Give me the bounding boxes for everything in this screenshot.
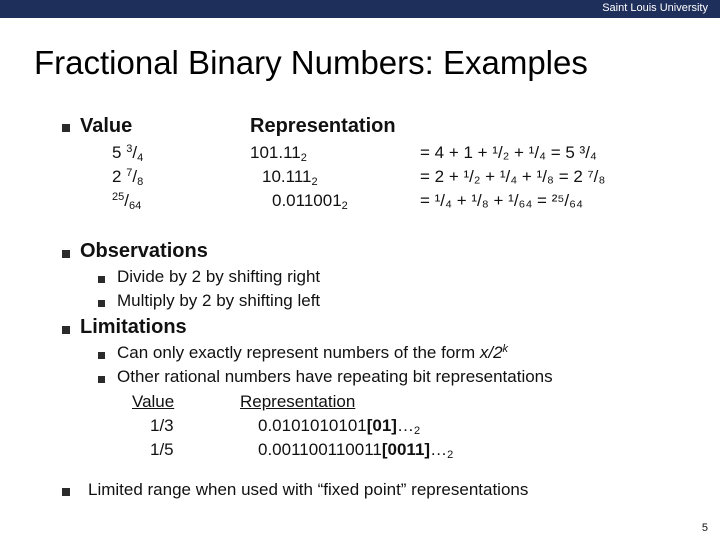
observations-heading: Observations: [80, 240, 208, 262]
range-bullet: Limited range when used with “fixed point” representations: [88, 480, 529, 499]
sub-bullet-icon: [98, 352, 105, 359]
value-row-1: 5 $^3/_4$: [112, 143, 144, 164]
table-row-representation: $0.0101010101[01]\dots_2$: [258, 416, 421, 437]
value-row-2: 2 $^7/_8$: [112, 167, 144, 188]
bullet-icon: [62, 326, 70, 334]
representation-row-1: $101.11_2$: [250, 143, 307, 164]
table-header-representation: Representation: [240, 392, 356, 411]
limitation-item-2: Other rational numbers have repeating bit representations: [117, 367, 553, 386]
expansion-row-2: = 2 + ¹/₂ + ¹/₄ + ¹/₈ = 2 ⁷/₈: [420, 167, 606, 186]
representation-row-3: $0.011001_2$: [272, 191, 348, 212]
value-heading: Value: [80, 115, 133, 137]
value-row-3: $^{25}/_{64}$: [112, 191, 142, 212]
observation-item: Divide by 2 by shifting right: [117, 267, 321, 286]
bullet-icon: [62, 488, 70, 496]
table-row-representation: $0.001100110011[0011]\dots_2$: [258, 440, 454, 461]
representation-heading: Representation: [250, 115, 396, 137]
university-name: Saint Louis University: [602, 2, 708, 14]
slide-title: Fractional Binary Numbers: Examples: [34, 44, 588, 81]
observation-item: Multiply by 2 by shifting left: [117, 291, 321, 310]
sub-bullet-icon: [98, 376, 105, 383]
header-bar: [0, 0, 720, 18]
expansion-row-3: = ¹/₄ + ¹/₈ + ¹/₆₄ = ²⁵/₆₄: [420, 191, 583, 210]
table-header-value: Value: [132, 392, 175, 411]
expansion-row-1: = 4 + 1 + ¹/₂ + ¹/₄ = 5 ³/₄: [420, 143, 597, 162]
table-row-value: 1/5: [150, 440, 174, 459]
limitation-item-1: Can only exactly represent numbers of the form x/2$^k$: [117, 343, 509, 362]
page-number: 5: [701, 522, 708, 534]
bullet-icon: [62, 250, 70, 258]
sub-bullet-icon: [98, 276, 105, 283]
sub-bullet-icon: [98, 300, 105, 307]
limitations-heading: Limitations: [80, 316, 187, 338]
representation-row-2: $10.111_2$: [262, 167, 318, 188]
table-row-value: 1/3: [150, 416, 174, 435]
bullet-icon: [62, 124, 70, 132]
